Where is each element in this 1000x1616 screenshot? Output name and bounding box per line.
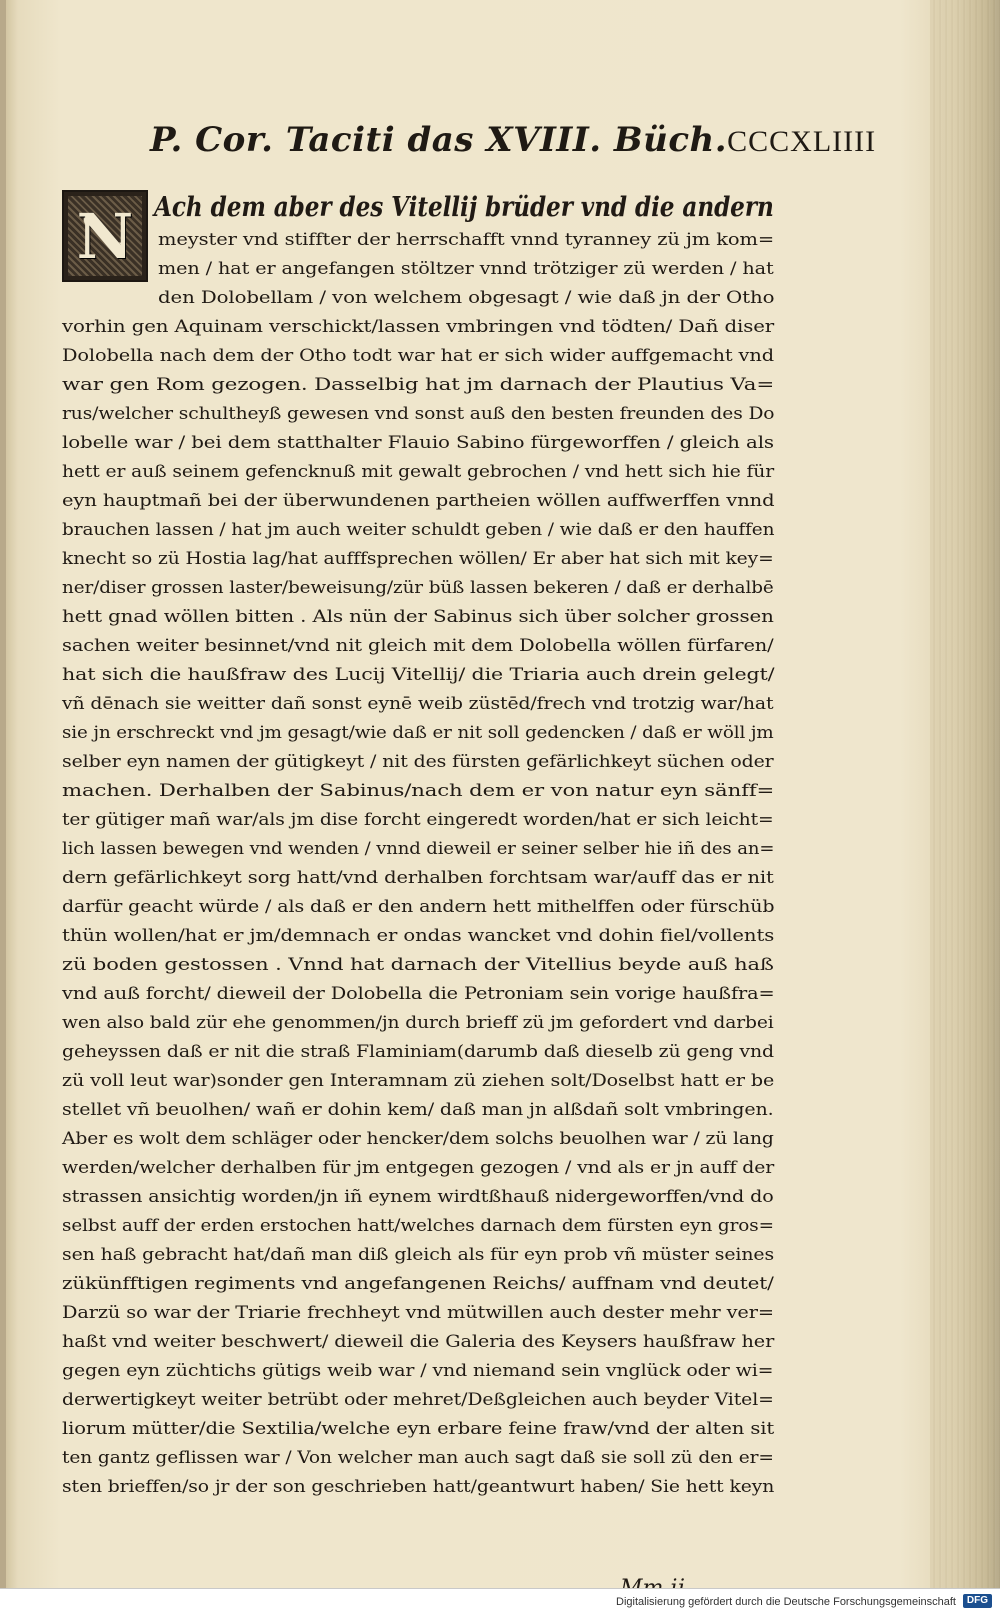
- text-line: geheyssen daß er nit die straß Flaminiam(darumb daß dieselb zü geng vnd: [62, 1042, 774, 1062]
- text-line: thün wollen/hat er jm/demnach er ondas wancket vnd dohin fiel/vollents: [62, 926, 775, 946]
- text-line: zü boden gestossen . Vnnd hat darnach der Vitellius beyde auß haß: [62, 955, 774, 975]
- text-line: war gen Rom gezogen. Dasselbig hat jm darnach der Plautius Va=: [62, 375, 775, 395]
- text-line: darfür geacht würde / als daß er den andern hett mithelffen oder fürschüb: [62, 897, 775, 917]
- text-line: sen haß gebracht hat/dañ man diß gleich als für eyn prob vñ müster seines: [62, 1245, 775, 1265]
- text-line: sachen weiter besinnet/vnd nit gleich mit dem Dolobella wöllen fürfaren/: [62, 636, 774, 656]
- text-line: sten brieffen/so jr der son geschrieben hatt/geantwurt haben/ Sie hett keyn: [62, 1477, 775, 1497]
- text-line: brauchen lassen / hat jm auch weiter schuldt geben / wie daß er den hauffen: [62, 520, 775, 540]
- text-line: ner/diser grossen laster/beweisung/zür büß lassen bekeren / daß er derhalbē: [62, 578, 774, 598]
- text-line: selber eyn namen der gütigkeyt / nit des fürsten gefärlichkeyt süchen oder: [62, 752, 774, 772]
- text-line: hett gnad wöllen bitten . Als nün der Sabinus sich über solcher grossen: [62, 607, 774, 627]
- initial-letter: N: [76, 199, 134, 273]
- text-line: dern gefärlichkeyt sorg hatt/vnd derhalben forchtsam war/auff das er nit: [62, 868, 774, 888]
- text-line: hett er auß seinem gefencknuß mit gewalt gebrochen / vnd hett sich hie für: [62, 462, 775, 482]
- text-line: vnd auß forcht/ dieweil der Dolobella die Petroniam sein vorige haußfra=: [62, 984, 775, 1004]
- text-line: machen. Derhalben der Sabinus/nach dem er von natur eyn sänff=: [62, 781, 775, 801]
- text-line: lobelle war / bei dem statthalter Flauio Sabino fürgeworffen / gleich als: [62, 433, 774, 453]
- text-line: zü voll leut war)sonder gen Interamnam zü ziehen solt/Doselbst hatt er be: [62, 1071, 775, 1091]
- text-line: den Dolobellam / von welchem obgesagt / wie daß jn der Otho: [158, 288, 775, 308]
- folio-number: CCCXLIIII: [727, 125, 877, 158]
- text-line: Aber es wolt dem schläger oder hencker/dem solchs beuolhen war / zü lang: [62, 1129, 774, 1149]
- text-line: vñ dēnach sie weitter dañ sonst eynē weib züstēd/frech vnd trotzig war/hat: [62, 694, 774, 714]
- text-line: werden/welcher derhalben für jm entgegen gezogen / vnd als er jn auff der: [62, 1158, 775, 1178]
- binding-edge: [0, 0, 6, 1588]
- text-line: haßt vnd weiter beschwert/ dieweil die Galeria des Keysers haußfraw her: [62, 1332, 775, 1352]
- page-fore-edge: [930, 0, 1000, 1588]
- text-line: strassen ansichtig worden/jn iñ eynem wirdtßhauß nidergeworffen/vnd do: [62, 1187, 774, 1207]
- text-line: meyster vnd stiffter der herrschafft vnnd tyranney zü jm kom=: [158, 230, 775, 250]
- initial-ornament: [68, 196, 142, 276]
- text-line: eyn hauptmañ bei der überwundenen partheien wöllen auffwerffen vnnd: [62, 491, 775, 511]
- decorated-initial: [62, 190, 148, 282]
- footer-credit: Digitalisierung gefördert durch die Deutsche Forschungsgemeinschaft: [616, 1596, 956, 1608]
- text-line: Darzü so war der Triarie frechheyt vnd mütwillen auch dester mehr ver=: [62, 1303, 774, 1323]
- text-line: liorum mütter/die Sextilia/welche eyn erbare feine fraw/vnd der alten sit: [62, 1419, 775, 1439]
- text-line: hat sich die haußfraw des Lucij Vitellij/ die Triaria auch drein gelegt/: [62, 665, 775, 685]
- running-title: P. Cor. Taciti das XVIII. Büch.: [150, 120, 728, 160]
- text-line: Dolobella nach dem der Otho todt war hat er sich wider auffgemacht vnd: [62, 346, 774, 366]
- text-line: stellet vñ beuolhen/ wañ er dohin kem/ daß man jn alßdañ solt vmbringen.: [62, 1100, 774, 1120]
- text-line: wen also bald zür ehe genommen/jn durch brieff zü jm gefordert vnd darbei: [62, 1013, 774, 1033]
- text-line: ter gütiger mañ war/als jm dise forcht eingeredt worden/hat er sich leicht=: [62, 810, 774, 830]
- text-line: lich lassen bewegen vnd wenden / vnnd dieweil er seiner selber hie iñ des an=: [62, 839, 775, 859]
- text-line: men / hat er angefangen stöltzer vnnd trötziger zü werden / hat: [158, 259, 774, 279]
- text-line: ten gantz geflissen war / Von welcher man auch sagt daß sie soll zü den er=: [62, 1448, 774, 1468]
- text-line: derwertigkeyt weiter betrübt oder mehret/Deßgleichen auch beyder Vitel=: [62, 1390, 774, 1410]
- text-line: knecht so zü Hostia lag/hat aufffsprechen wöllen/ Er aber hat sich mit key=: [62, 549, 774, 569]
- text-line: zükünfftigen regiments vnd angefangenen Reichs/ auffnam vnd deutet/: [62, 1274, 774, 1294]
- text-line: Ach dem aber des Vitellij brüder vnd die andern: [154, 192, 774, 223]
- page-header: [150, 120, 877, 172]
- text-line: vorhin gen Aquinam verschickt/lassen vmbringen vnd tödten/ Dañ diser: [62, 317, 775, 337]
- text-line: sie jn erschreckt vnd jm gesagt/wie daß er nit soll gedencken / daß er wöll jm: [62, 723, 774, 743]
- dfg-logo: DFG: [963, 1594, 992, 1608]
- text-line: gegen eyn züchtichs gütigs weib war / vnd niemand sein vnglück oder wi=: [62, 1361, 774, 1381]
- text-line: selbst auff der erden erstochen hatt/welches darnach dem fürsten eyn gros=: [62, 1216, 774, 1236]
- text-line: rus/welcher schultheyß gewesen vnd sonst auß den besten freunden des Do: [62, 404, 775, 424]
